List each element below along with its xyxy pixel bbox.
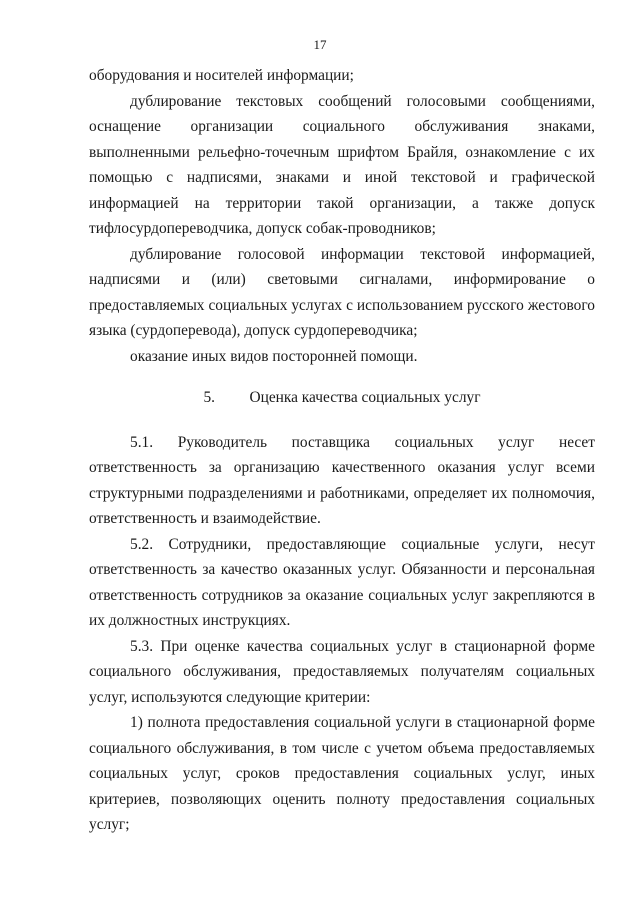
paragraph: оказание иных видов посторонней помощи. — [130, 347, 418, 365]
paragraph: дублирование голосовой информации текстовой информацией, надписями и (или) световыми сигналами, информирование о предоставляемых социальных услугах с использованием русского жестового языка (сурдоперевода), допуск сурдопереводчика; — [89, 245, 595, 339]
paragraph: 5.3. При оценке качества социальных услуг в стационарной форме социального обслуживания, предоставляемых получателям социальных услуг, используются следующие критерии: — [89, 637, 595, 706]
section-title: Оценка качества социальных услуг — [249, 389, 481, 406]
paragraph: дублирование текстовых сообщений голосовыми сообщениями, оснащение организации социального обслуживания знаками, выполненными рельефно-точечным шрифтом Брайля, ознакомление с их помощью с надписями, знаками и иной текстовой и графической информацией на территории такой организации, а также допуск тифлосурдопереводчика, допуск собак-проводников; — [89, 92, 595, 237]
document-body — [89, 63, 595, 838]
paragraph: 1) полнота предоставления социальной услуги в стационарной форме социального обслуживания, в том числе с учетом объема предоставляемых социальных услуг, сроков предоставления социальных услуг, иных критериев, позволяющих оценить полноту предоставления социальных услуг; — [89, 714, 595, 833]
paragraph: оборудования и носителей информации; — [89, 67, 354, 84]
section-heading — [89, 385, 595, 411]
paragraph: 5.2. Сотрудники, предоставляющие социальные услуги, несут ответственность за качество оказанных услуг. Обязанности и персональная ответственность сотрудников за оказание социальных услуг закрепляются в их должностных инструкциях. — [89, 535, 595, 629]
section-number: 5. — [203, 389, 216, 406]
page-number: 17 — [313, 37, 327, 52]
paragraph: 5.1. Руководитель поставщика социальных услуг несет ответственность за организацию качественного оказания услуг всеми структурными подразделениями и работниками, определяет их полномочия, ответственность и взаимодействие. — [89, 433, 595, 527]
